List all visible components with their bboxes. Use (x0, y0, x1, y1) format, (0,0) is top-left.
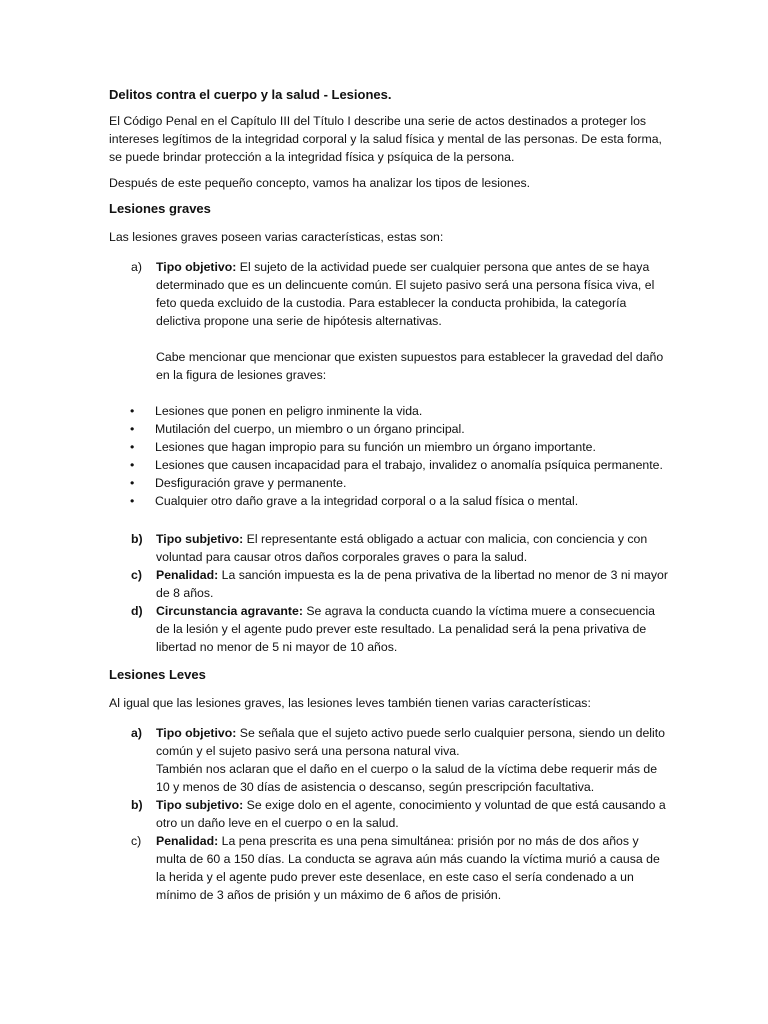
leves-a-term: Tipo objetivo: (156, 726, 237, 740)
list-marker: a) (131, 726, 142, 740)
bullet-item: • Lesiones que causen incapacidad para el trabajo, invalidez o anomalía psíquica permanente. (109, 456, 669, 474)
bullet-item: • Lesiones que ponen en peligro inminente la vida. (109, 402, 669, 420)
leves-list (109, 724, 669, 904)
graves-d-term: Circunstancia agravante: (156, 604, 303, 618)
heading-lesiones-graves: Lesiones graves (109, 201, 211, 216)
graves-c-term: Penalidad: (156, 568, 219, 582)
leves-a-text: Se señala que el sujeto activo puede serlo cualquier persona, siendo un delito común y el sujeto pasivo será una persona natural viva. (156, 726, 666, 758)
list-marker: a) (131, 260, 142, 274)
graves-b-text: El representante está obligado a actuar con malicia, con conciencia y con voluntad para causar otros daños corporales graves o para la salud. (156, 532, 648, 564)
graves-b-term: Tipo subjetivo: (156, 532, 244, 546)
document-page (109, 86, 669, 904)
leves-c-text: La pena prescrita es una pena simultánea: prisión por no más de dos años y multa de 60 a 150 días. La conducta se agrava aún más cuando la víctima murió a causa de la herida y el agente pudo prever este desenlace, en este caso el sería condenado a un mínimo de 3 años de prisión y un máximo de 6 años de prisión. (156, 834, 660, 902)
leves-item-a (109, 724, 669, 796)
list-marker: b) (131, 798, 143, 812)
graves-d-text: Se agrava la conducta cuando la víctima muere a consecuencia de la lesión y el agente pudo prever este resultado. La penalidad será la pena privativa de libertad no menor de 5 ni mayor de 10 años. (156, 604, 655, 654)
graves-item-c (109, 566, 669, 602)
graves-item-b (109, 530, 669, 566)
leves-lead: Al igual que las lesiones graves, las lesiones leves también tienen varias características: (109, 696, 591, 710)
list-marker: d) (131, 604, 143, 618)
intro-paragraph: El Código Penal en el Capítulo III del Título I describe una serie de actos destinados a proteger los intereses legítimos de la integridad corporal y la salud física y mental de las personas. De esta forma, se puede brindar protección a la integridad física y psíquica de la persona. (109, 114, 662, 164)
graves-a-text: El sujeto de la actividad puede ser cualquier persona que antes de se haya determinado que es un delincuente común. El sujeto pasivo será una persona física viva, el feto queda excluido de la custodia. Para establecer la conducta prohibida, la categoría delictiva propone una serie de hipótesis alternativas. (156, 260, 655, 328)
document-title: Delitos contra el cuerpo y la salud - Lesiones. (109, 87, 392, 102)
graves-item-a (109, 258, 669, 510)
graves-item-d (109, 602, 669, 656)
leves-a-text-2: También nos aclaran que el daño en el cuerpo o la salud de la víctima debe requerir más de 10 y menos de 30 días de asistencia o descanso, según prescripción facultativa. (156, 762, 658, 794)
list-marker: c) (131, 834, 142, 848)
bullet-item: • Desfiguración grave y permanente. (109, 474, 669, 492)
bullet-item: • Cualquier otro daño grave a la integridad corporal o a la salud física o mental. (109, 492, 669, 510)
leves-b-text: Se exige dolo en el agente, conocimiento y voluntad de que está causando a otro un daño leve en el cuerpo o en la salud. (156, 798, 666, 830)
leves-c-term: Penalidad: (156, 834, 219, 848)
graves-a-extra: Cabe mencionar que mencionar que existen supuestos para establecer la gravedad del daño en la figura de lesiones graves: (156, 350, 664, 382)
graves-bullets (109, 402, 669, 510)
graves-a-term: Tipo objetivo: (156, 260, 237, 274)
list-marker: b) (131, 532, 143, 546)
leves-item-b (109, 796, 669, 832)
list-marker: c) (131, 568, 142, 582)
intro-paragraph-2: Después de este pequeño concepto, vamos ha analizar los tipos de lesiones. (109, 176, 531, 190)
bullet-item: • Mutilación del cuerpo, un miembro o un órgano principal. (109, 420, 669, 438)
leves-b-term: Tipo subjetivo: (156, 798, 244, 812)
graves-c-text: La sanción impuesta es la de pena privativa de la libertad no menor de 3 ni mayor de 8 años. (156, 568, 668, 600)
graves-list (109, 258, 669, 656)
heading-lesiones-leves: Lesiones Leves (109, 667, 206, 682)
graves-lead: Las lesiones graves poseen varias características, estas son: (109, 230, 444, 244)
leves-item-c (109, 832, 669, 904)
bullet-item: • Lesiones que hagan impropio para su función un miembro un órgano importante. (109, 438, 669, 456)
